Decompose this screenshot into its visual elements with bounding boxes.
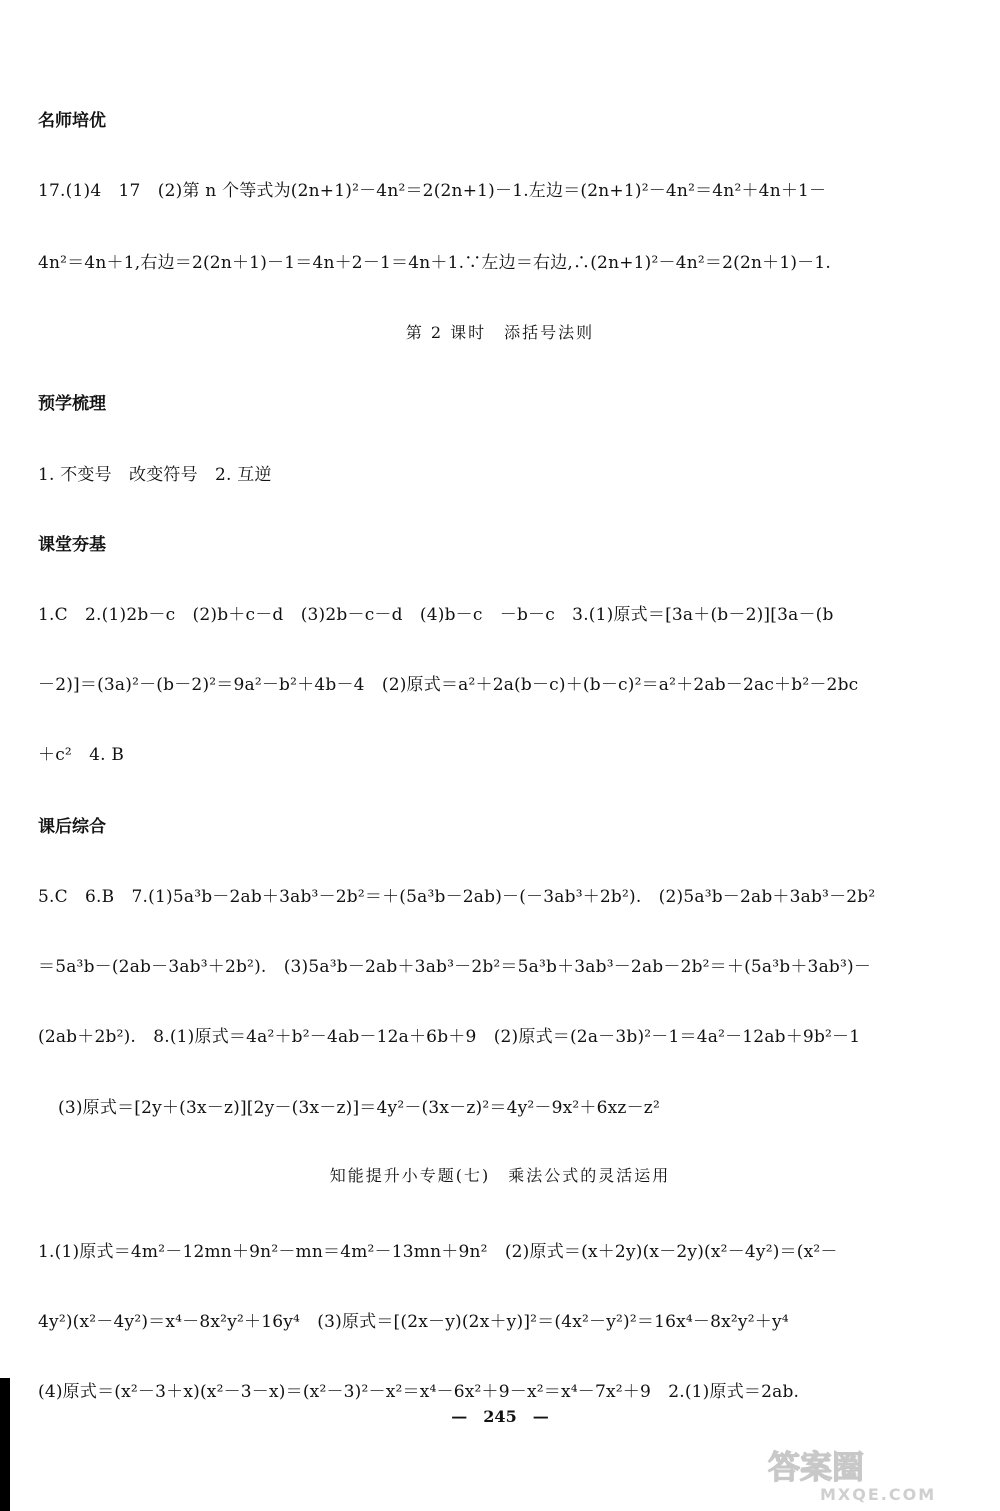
watermark-text: 答案圈 [768, 1448, 865, 1486]
answer-line-9: (2ab＋2b²). 8.(1)原式＝4a²＋b²－4ab－12a＋6b＋9 (2)原式＝(2a－3b)²－1＝4a²－12ab＋9b²－1 [38, 1027, 861, 1047]
section-title-special-topic-7: 知能提升小专题(七) 乘法公式的灵活运用 [329, 1166, 671, 1185]
heading-mingshi-peiyou: 名师培优 [38, 111, 106, 131]
watermark-logo [760, 1440, 990, 1504]
answer-line-11: 1.(1)原式＝4m²－12mn＋9n²－mn＝4m²－13mn＋9n² (2)原式＝(x＋2y)(x－2y)(x²－4y²)＝(x²－ [38, 1242, 838, 1262]
answer-line-8: ＝5a³b－(2ab－3ab³＋2b²). (3)5a³b－2ab＋3ab³－2b²＝5a³b＋3ab³－2ab－2b²＝＋(5a³b＋3ab³)－ [38, 957, 872, 977]
answer-line-6: ＋c² 4. B [38, 745, 125, 765]
answer-line-5: －2)]＝(3a)²－(b－2)²＝9a²－b²＋4b－4 (2)原式＝a²＋2a(b－c)＋(b－c)²＝a²＋2ab－2ac＋b²－2bc [38, 675, 859, 695]
section-title-lesson-2: 第 2 课时 添括号法则 [405, 323, 595, 342]
answer-line-13: (4)原式＝(x²－3＋x)(x²－3－x)＝(x²－3)²－x²＝x⁴－6x²＋9－x²＝x⁴－7x²＋9 2.(1)原式＝2ab. [38, 1382, 800, 1402]
page-number: — 245 — [451, 1407, 549, 1426]
heading-ketang-hangji: 课堂夯基 [38, 535, 106, 555]
answer-line-2: 4n²＝4n＋1,右边＝2(2n＋1)－1＝4n＋2－1＝4n＋1.∵左边＝右边,∴(2n+1)²－4n²＝2(2n＋1)－1. [38, 253, 831, 273]
heading-kehou-zonghe: 课后综合 [38, 817, 106, 837]
scan-edge-bar [0, 1378, 10, 1511]
answer-line-4: 1.C 2.(1)2b－c (2)b＋c－d (3)2b－c－d (4)b－c －b－c 3.(1)原式＝[3a＋(b－2)][3a－(b [38, 605, 834, 625]
answer-line-3: 1. 不变号 改变符号 2. 互逆 [38, 465, 272, 485]
watermark-url: MXQE.COM [820, 1485, 937, 1504]
answer-line-7: 5.C 6.B 7.(1)5a³b－2ab＋3ab³－2b²＝＋(5a³b－2ab)－(－3ab³＋2b²). (2)5a³b－2ab＋3ab³－2b² [38, 887, 876, 907]
heading-yuxue-shuli: 预学梳理 [38, 394, 106, 414]
answer-line-10: (3)原式＝[2y＋(3x－z)][2y－(3x－z)]＝4y²－(3x－z)²＝4y²－9x²＋6xz－z² [58, 1098, 660, 1118]
answer-line-1: 17.(1)4 17 (2)第 n 个等式为(2n+1)²－4n²＝2(2n+1)－1.左边＝(2n+1)²－4n²＝4n²＋4n＋1－ [38, 181, 827, 201]
answer-line-12: 4y²)(x²－4y²)＝x⁴－8x²y²＋16y⁴ (3)原式＝[(2x－y)(2x＋y)]²＝(4x²－y²)²＝16x⁴－8x²y²＋y⁴ [38, 1312, 789, 1332]
